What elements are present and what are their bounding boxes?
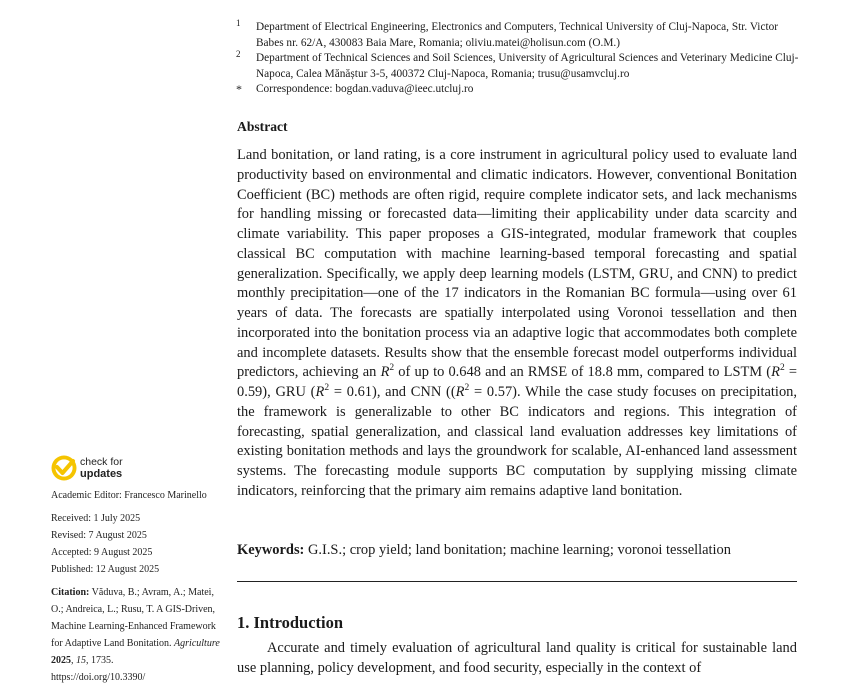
citation-volume: , 15 [71,655,86,666]
citation-year: 2025 [51,655,71,666]
r-squared-exponent: 2 [324,383,330,394]
published-date: Published: 12 August 2025 [51,564,160,575]
keywords-text: G.I.S.; crop yield; land bonitation; machine learning; voronoi tessellation [304,542,731,558]
keywords [237,541,797,560]
affiliation-1 [236,20,806,51]
affiliation-mark: 2 [236,49,241,59]
introduction-heading: 1. Introduction [237,613,344,632]
r-squared-exponent: 2 [464,383,470,394]
affiliation-text: Department of Electrical Engineering, Electronics and Computers, Technical University of Cluj-Napoca, Str. Victor Babes nr. 62/A, 430083 Baia Mare, Romania; oliviu.matei@holisun.com (O.M.) [256,21,779,49]
check-updates-line2: updates [80,468,123,480]
r-squared-exponent: 2 [389,363,395,374]
revised-date: Revised: 7 August 2025 [51,530,147,541]
abstract-part-2: of up to 0.648 and an RMSE of 18.8 mm, compared to LSTM ( [394,364,772,381]
check-for-updates-badge[interactable] [51,455,181,481]
accepted-date: Accepted: 9 August 2025 [51,547,153,558]
section-divider [237,581,797,582]
citation-doi[interactable]: https://doi.org/10.3390/ [51,672,146,683]
abstract-heading: Abstract [237,119,288,134]
check-updates-icon [51,455,77,481]
affiliation-mark: 1 [236,18,241,28]
r-squared-symbol: R [315,384,325,400]
citation-pages: , 1735. [86,655,114,666]
check-updates-line1: check for [80,456,123,468]
abstract-part-5: = 0.57). While the case study focuses on precipitation, the framework is generalizable to other BC indicators and regions. This integration of forecasting, spatial generalization, and classical land evaluation addresses key limitations of existing bonitation methods and lays the groundwork for scalable, AI-enhanced land assessment systems. The forecasting module supports BC computation by supplying missing climate indicators, reinforcing that the primary aim remains adaptive land bonitation. [237,384,797,499]
abstract-part-3: = 0.59), GRU ( [237,364,797,400]
citation-block [51,584,223,686]
correspondence-mark: * [236,82,242,96]
abstract-part-1: Land bonitation, or land rating, is a core instrument in agricultural policy used to evaluate land productivity based on environmental and climatic indicators. However, conventional Bonitation Coefficient (BC) methods are often rigid, require complete indicator sets, and lack mechanisms for handling missing or forecasted data—limiting their applicability under data scarcity and climate variability. This paper proposes a GIS-integrated, modular framework that couples classical BC computation with machine learning-based temporal forecasting and spatial generalization. Specifically, we apply deep learning models (LSTM, GRU, and CNN) to predict monthly precipitation—one of the 17 indicators in the Romanian BC formula—using over 61 years of data. The forecasts are spatially interpolated using Voronoi tessellation and then incorporated into the bonitation process via an adaptive logic that accommodates both complete and incomplete datasets. Results show that the ensemble forecast model outperforms individual predictors, achieving an [237,147,797,381]
abstract-text: Land bonitation, or land rating, is a core instrument in agricultural policy used to evaluate land productivity based on environmental and climatic indicators. However, conventional Bonitation Coefficient (BC) methods are often rigid, require complete indicator sets, and lack mechanisms for handling missing or forecasted data—limiting their applicability under data scarcity and climate variability. This paper proposes a GIS-integrated, modular framework that couples classical BC computation with machine learning-based temporal forecasting and spatial generalization. Specifically, we apply deep learning models (LSTM, GRU, and CNN) to predict monthly precipitation—one of the 17 indicators in the Romanian BC formula—using over 61 years of data. The forecasts are spatially interpolated using Voronoi tessellation and then incorporated into the bonitation process via an adaptive logic that accommodates both complete and incomplete datasets. Results show that the ensemble forecast model outperforms individual predictors, achieving an $R^2$ of up to 0.648 and an RMSE of 18.8 mm, compared to LSTM $(R^2 = 0.59)$, GRU $(R^2 = 0.61)$, and CNN ($(R^2 = 0.57)$. While the case study focuses on precipitation, the framework is generalizable to other BC indicators and regions. This integration of forecasting, spatial generalization, and classical land evaluation addresses key limitations of existing bonitation methods and lays the groundwork for scalable, AI-enhanced land assessment systems. The forecasting module supports BC computation by supplying missing climate indicators, reinforcing that the primary aim remains adaptive land bonitation. [237,147,797,499]
citation-label: Citation: [51,587,90,598]
keywords-label: Keywords: [237,542,305,558]
introduction-text: Accurate and timely evaluation of agricultural land quality is critical for sustainable land use planning, policy development, and food security, especially in the context of [237,640,797,676]
affiliation-text: Department of Technical Sciences and Soil Sciences, University of Agricultural Sciences and Veterinary Medicine Cluj-Napoca, Calea Mănăștur 3-5, 400372 Cluj-Napoca, Romania; trusu@usamvcluj.ro [256,52,799,80]
affiliation-2 [236,51,806,82]
academic-editor: Academic Editor: Francesco Marinello [51,490,207,501]
received-date: Received: 1 July 2025 [51,513,141,524]
citation-text: Văduva, B.; Avram, A.; Matei, O.; Andreica, L.; Rusu, T. A GIS-Driven, Machine Learning-Enhanced Framework for Adaptive Land Bonitation. [51,587,216,649]
correspondence [236,82,806,98]
r-squared-exponent: 2 [779,363,785,374]
abstract-part-4: = 0.61), and CNN ( [329,384,451,400]
journal-name: Agriculture [174,638,220,649]
affiliations [236,20,806,98]
r-squared-symbol: R [380,364,390,381]
publication-dates [51,510,223,578]
r-squared-symbol: R [771,364,780,381]
r-squared-symbol: R [455,384,465,400]
check-updates-text [80,457,123,480]
correspondence-text: Correspondence: bogdan.vaduva@ieec.utcluj.ro [256,83,474,95]
